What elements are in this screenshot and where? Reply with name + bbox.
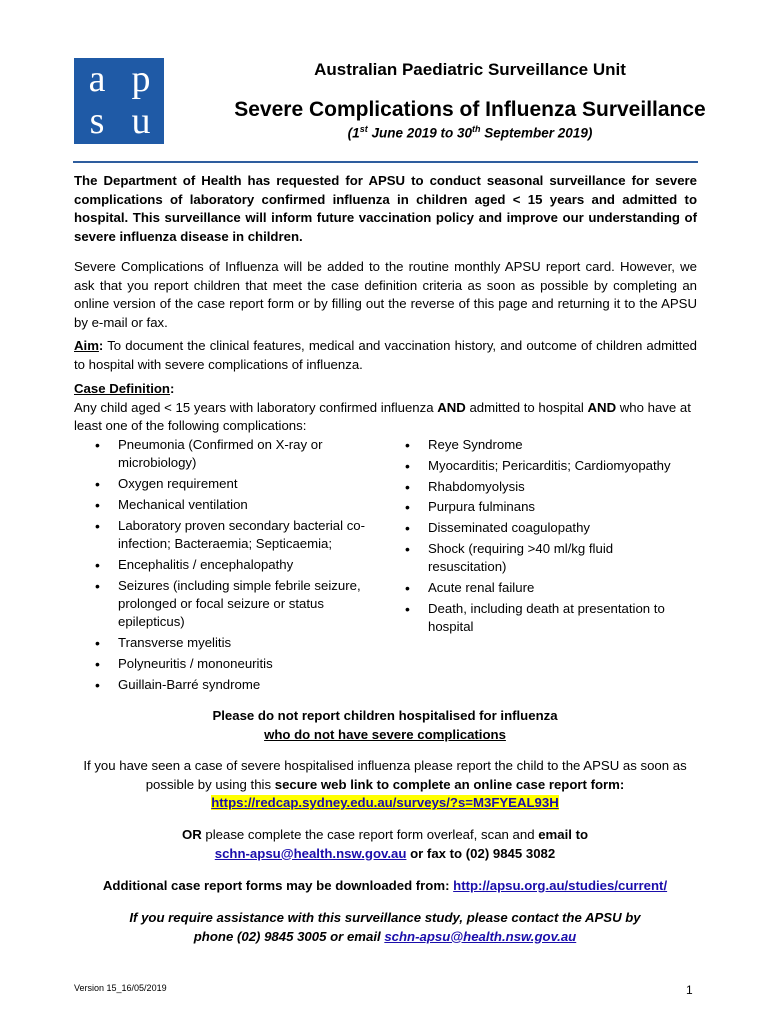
list-item: • Pneumonia (Confirmed on X-ray or microbiology) xyxy=(94,436,394,473)
list-item: • Guillain-Barré syndrome xyxy=(94,676,394,694)
reporting-paragraph: Severe Complications of Influenza will be added to the routine monthly APSU report card. However, we ask that you report children that meet the case definition criteria as soon as possible by completing an online version of the case report form or by filling out the reverse of this page and returning it to the APSU by e-mail or fax. xyxy=(74,259,697,330)
logo-letter: s xyxy=(76,102,118,142)
list-item: • Reye Syndrome xyxy=(404,436,694,454)
list-item: • Oxygen requirement xyxy=(94,475,394,493)
report-instructions: If you have seen a case of severe hospitalised influenza please report the child to the APSU as soon as possible by using this secure web link to complete an online case report form: https://redcap.sydney.edu.au/surveys/?s=M3FYEAL93H xyxy=(83,758,687,810)
online-form-link[interactable]: https://redcap.sydney.edu.au/surveys/?s=M3FYEAL93H xyxy=(211,795,559,810)
aim-text: To document the clinical features, medical and vaccination history, and outcome of children admitted to hospital with severe complications of influenza. xyxy=(74,338,697,372)
assistance-email-link[interactable]: schn-apsu@health.nsw.gov.au xyxy=(384,928,577,944)
list-item: • Polyneuritis / mononeuritis xyxy=(94,655,394,673)
list-item: • Disseminated coagulopathy xyxy=(404,519,694,537)
forms-download-link[interactable]: http://apsu.org.au/studies/current/ xyxy=(453,878,668,893)
list-item: • Myocarditis; Pericarditis; Cardiomyopathy xyxy=(404,457,694,475)
aim-paragraph: Aim: To document the clinical features, medical and vaccination history, and outcome of children admitted to hospital with severe complications of influenza. xyxy=(74,338,697,372)
do-not-report-warning: Please do not report children hospitalised for influenza who do not have severe complications xyxy=(212,708,558,742)
email-link[interactable]: schn-apsu@health.nsw.gov.au xyxy=(214,845,407,861)
list-item: • Acute renal failure xyxy=(404,579,694,597)
list-item: • Seizures (including simple febrile seizure, prolonged or focal seizure or status epilepticus) xyxy=(94,577,394,632)
list-item: • Death, including death at presentation to hospital xyxy=(404,600,694,637)
list-item: • Rhabdomyolysis xyxy=(404,478,694,496)
header-divider xyxy=(73,161,698,163)
organisation-name: Australian Paediatric Surveillance Unit xyxy=(314,60,626,79)
list-item: • Laboratory proven secondary bacterial co-infection; Bacteraemia; Septicaemia; xyxy=(94,517,394,554)
intro-paragraph: The Department of Health has requested for APSU to conduct seasonal surveillance for severe complications of laboratory confirmed influenza in children aged < 15 years and admitted to hospital. This surveillance will inform future vaccination policy and improve our understanding of severe influenza disease in children. xyxy=(74,173,697,244)
page-title: Severe Complications of Influenza Surveillance xyxy=(234,98,706,121)
case-definition-label: Case Definition xyxy=(74,381,170,396)
logo-letter: a xyxy=(76,60,118,100)
case-definition: Case Definition: Any child aged < 15 years with laboratory confirmed influenza AND admitted to hospital AND who have at least one of the following complications: xyxy=(74,381,691,433)
logo-letter: u xyxy=(120,102,162,142)
aim-label: Aim xyxy=(74,338,99,353)
list-item: • Transverse myelitis xyxy=(94,634,394,652)
assistance-contact: If you require assistance with this surveillance study, please contact the APSU by phone (02) 9845 3005 or email schn-apsu@health.nsw.gov.au xyxy=(129,910,641,944)
list-item: • Mechanical ventilation xyxy=(94,496,394,514)
version-label: Version 15_16/05/2019 xyxy=(74,983,167,993)
list-item: • Encephalitis / encephalopathy xyxy=(94,556,394,574)
alternative-instructions: OR please complete the case report form overleaf, scan and email to schn-apsu@health.nsw.gov.au or fax to (02) 9845 3082 xyxy=(181,827,589,861)
list-item: • Purpura fulminans xyxy=(404,498,694,516)
page-number: 1 xyxy=(686,983,693,997)
logo-letter: p xyxy=(120,60,162,100)
surveillance-dates: (1st June 2019 to 30th September 2019) xyxy=(347,124,593,141)
complications-list-right xyxy=(404,436,694,639)
list-item: • Shock (requiring >40 ml/kg fluid resuscitation) xyxy=(404,540,694,577)
additional-forms: Additional case report forms may be downloaded from: http://apsu.org.au/studies/current/ xyxy=(102,878,668,893)
apsu-logo xyxy=(74,58,164,144)
complications-list-left xyxy=(94,436,394,696)
